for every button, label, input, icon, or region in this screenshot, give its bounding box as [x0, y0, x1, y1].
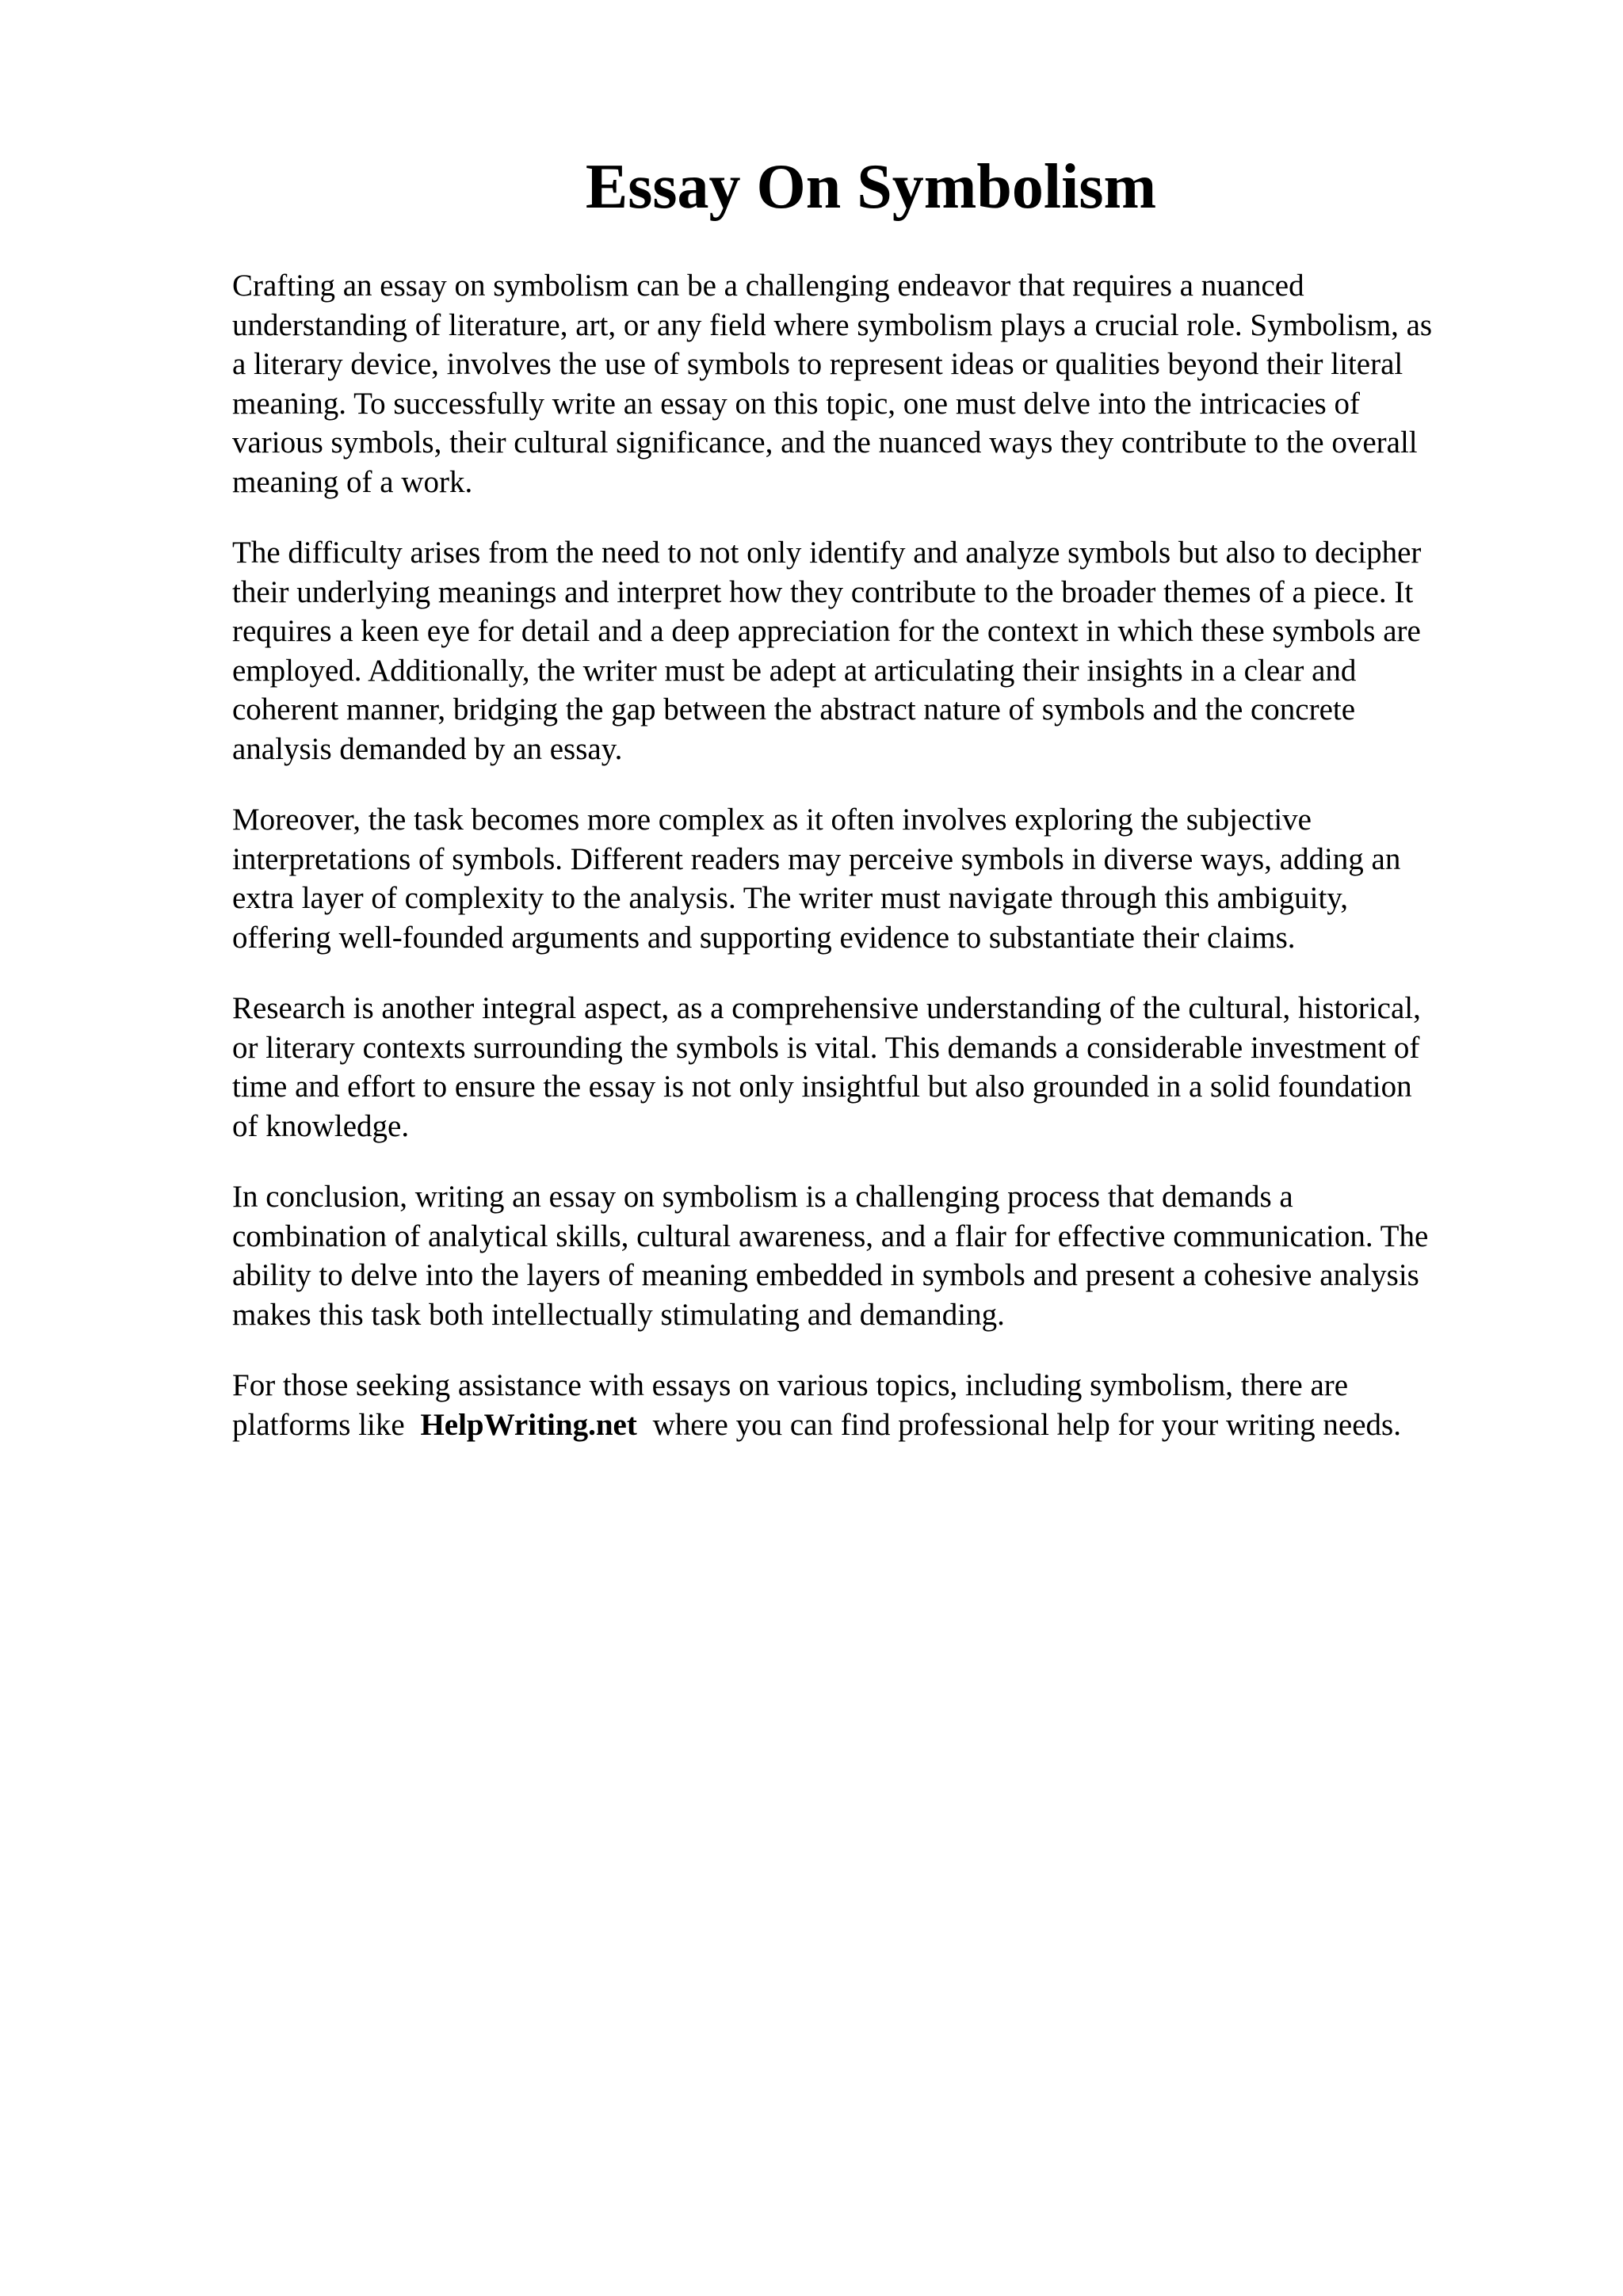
text-line: requires a keen eye for detail and a deep appreciation for the context in which these symbols are — [232, 614, 1421, 648]
platforms-text: platforms like — [232, 1407, 405, 1442]
text-line-with-link — [232, 1405, 1524, 1445]
text-line: The difficulty arises from the need to not only identify and analyze symbols but also to decipher — [232, 536, 1422, 570]
text-line: their underlying meanings and interpret how they contribute to the broader themes of a piece. It — [232, 574, 1414, 609]
text-line: combination of analytical skills, cultural awareness, and a flair for effective communication. The — [232, 1219, 1429, 1253]
paragraph-2 — [232, 533, 1524, 769]
document-title: Essay On Symbolism — [585, 152, 1157, 222]
helpwriting-link[interactable]: HelpWriting.net — [420, 1407, 637, 1442]
text-line: a literary device, involves the use of symbols to represent ideas or qualities beyond their literal — [232, 347, 1403, 381]
text-line: Crafting an essay on symbolism can be a challenging endeavor that requires a nuanced — [232, 269, 1304, 303]
paragraph-3 — [232, 800, 1524, 957]
paragraph-5 — [232, 1177, 1524, 1334]
text-line: coherent manner, bridging the gap between the abstract nature of symbols and the concrete — [232, 692, 1356, 727]
text-line: makes this task both intellectually stimulating and demanding. — [232, 1297, 1005, 1332]
closing-text: where you can find professional help for your writing needs. — [652, 1407, 1401, 1442]
text-line: Moreover, the task becomes more complex as it often involves exploring the subjective — [232, 803, 1312, 837]
text-line: analysis demanded by an essay. — [232, 731, 623, 766]
text-line: Research is another integral aspect, as a comprehensive understanding of the cultural, historical, — [232, 991, 1421, 1025]
text-line: or literary contexts surrounding the symbols is vital. This demands a considerable investment of — [232, 1030, 1420, 1065]
text-line: ability to delve into the layers of meaning embedded in symbols and present a cohesive analysis — [232, 1258, 1419, 1292]
text-line: employed. Additionally, the writer must be adept at articulating their insights in a clear and — [232, 653, 1357, 688]
paragraph-4 — [232, 989, 1524, 1146]
text-line: meaning. To successfully write an essay on this topic, one must delve into the intricacies of — [232, 386, 1360, 421]
text-line: extra layer of complexity to the analysis. The writer must navigate through this ambiguity, — [232, 881, 1348, 915]
text-line: meaning of a work. — [232, 464, 473, 499]
text-line: various symbols, their cultural significance, and the nuanced ways they contribute to the overall — [232, 425, 1418, 460]
document-body — [232, 266, 1524, 1476]
text-line: offering well-founded arguments and supporting evidence to substantiate their claims. — [232, 920, 1296, 955]
text-line: time and effort to ensure the essay is not only insightful but also grounded in a solid foundation — [232, 1070, 1412, 1104]
text-line: of knowledge. — [232, 1108, 410, 1143]
paragraph-1 — [232, 266, 1524, 502]
text-line: In conclusion, writing an essay on symbolism is a challenging process that demands a — [232, 1180, 1293, 1214]
text-line: understanding of literature, art, or any field where symbolism plays a crucial role. Symbolism, as — [232, 307, 1433, 342]
text-line: For those seeking assistance with essays on various topics, including symbolism, there are — [232, 1368, 1349, 1402]
text-line: interpretations of symbols. Different readers may perceive symbols in diverse ways, adding an — [232, 841, 1401, 876]
closing-paragraph — [232, 1366, 1524, 1444]
